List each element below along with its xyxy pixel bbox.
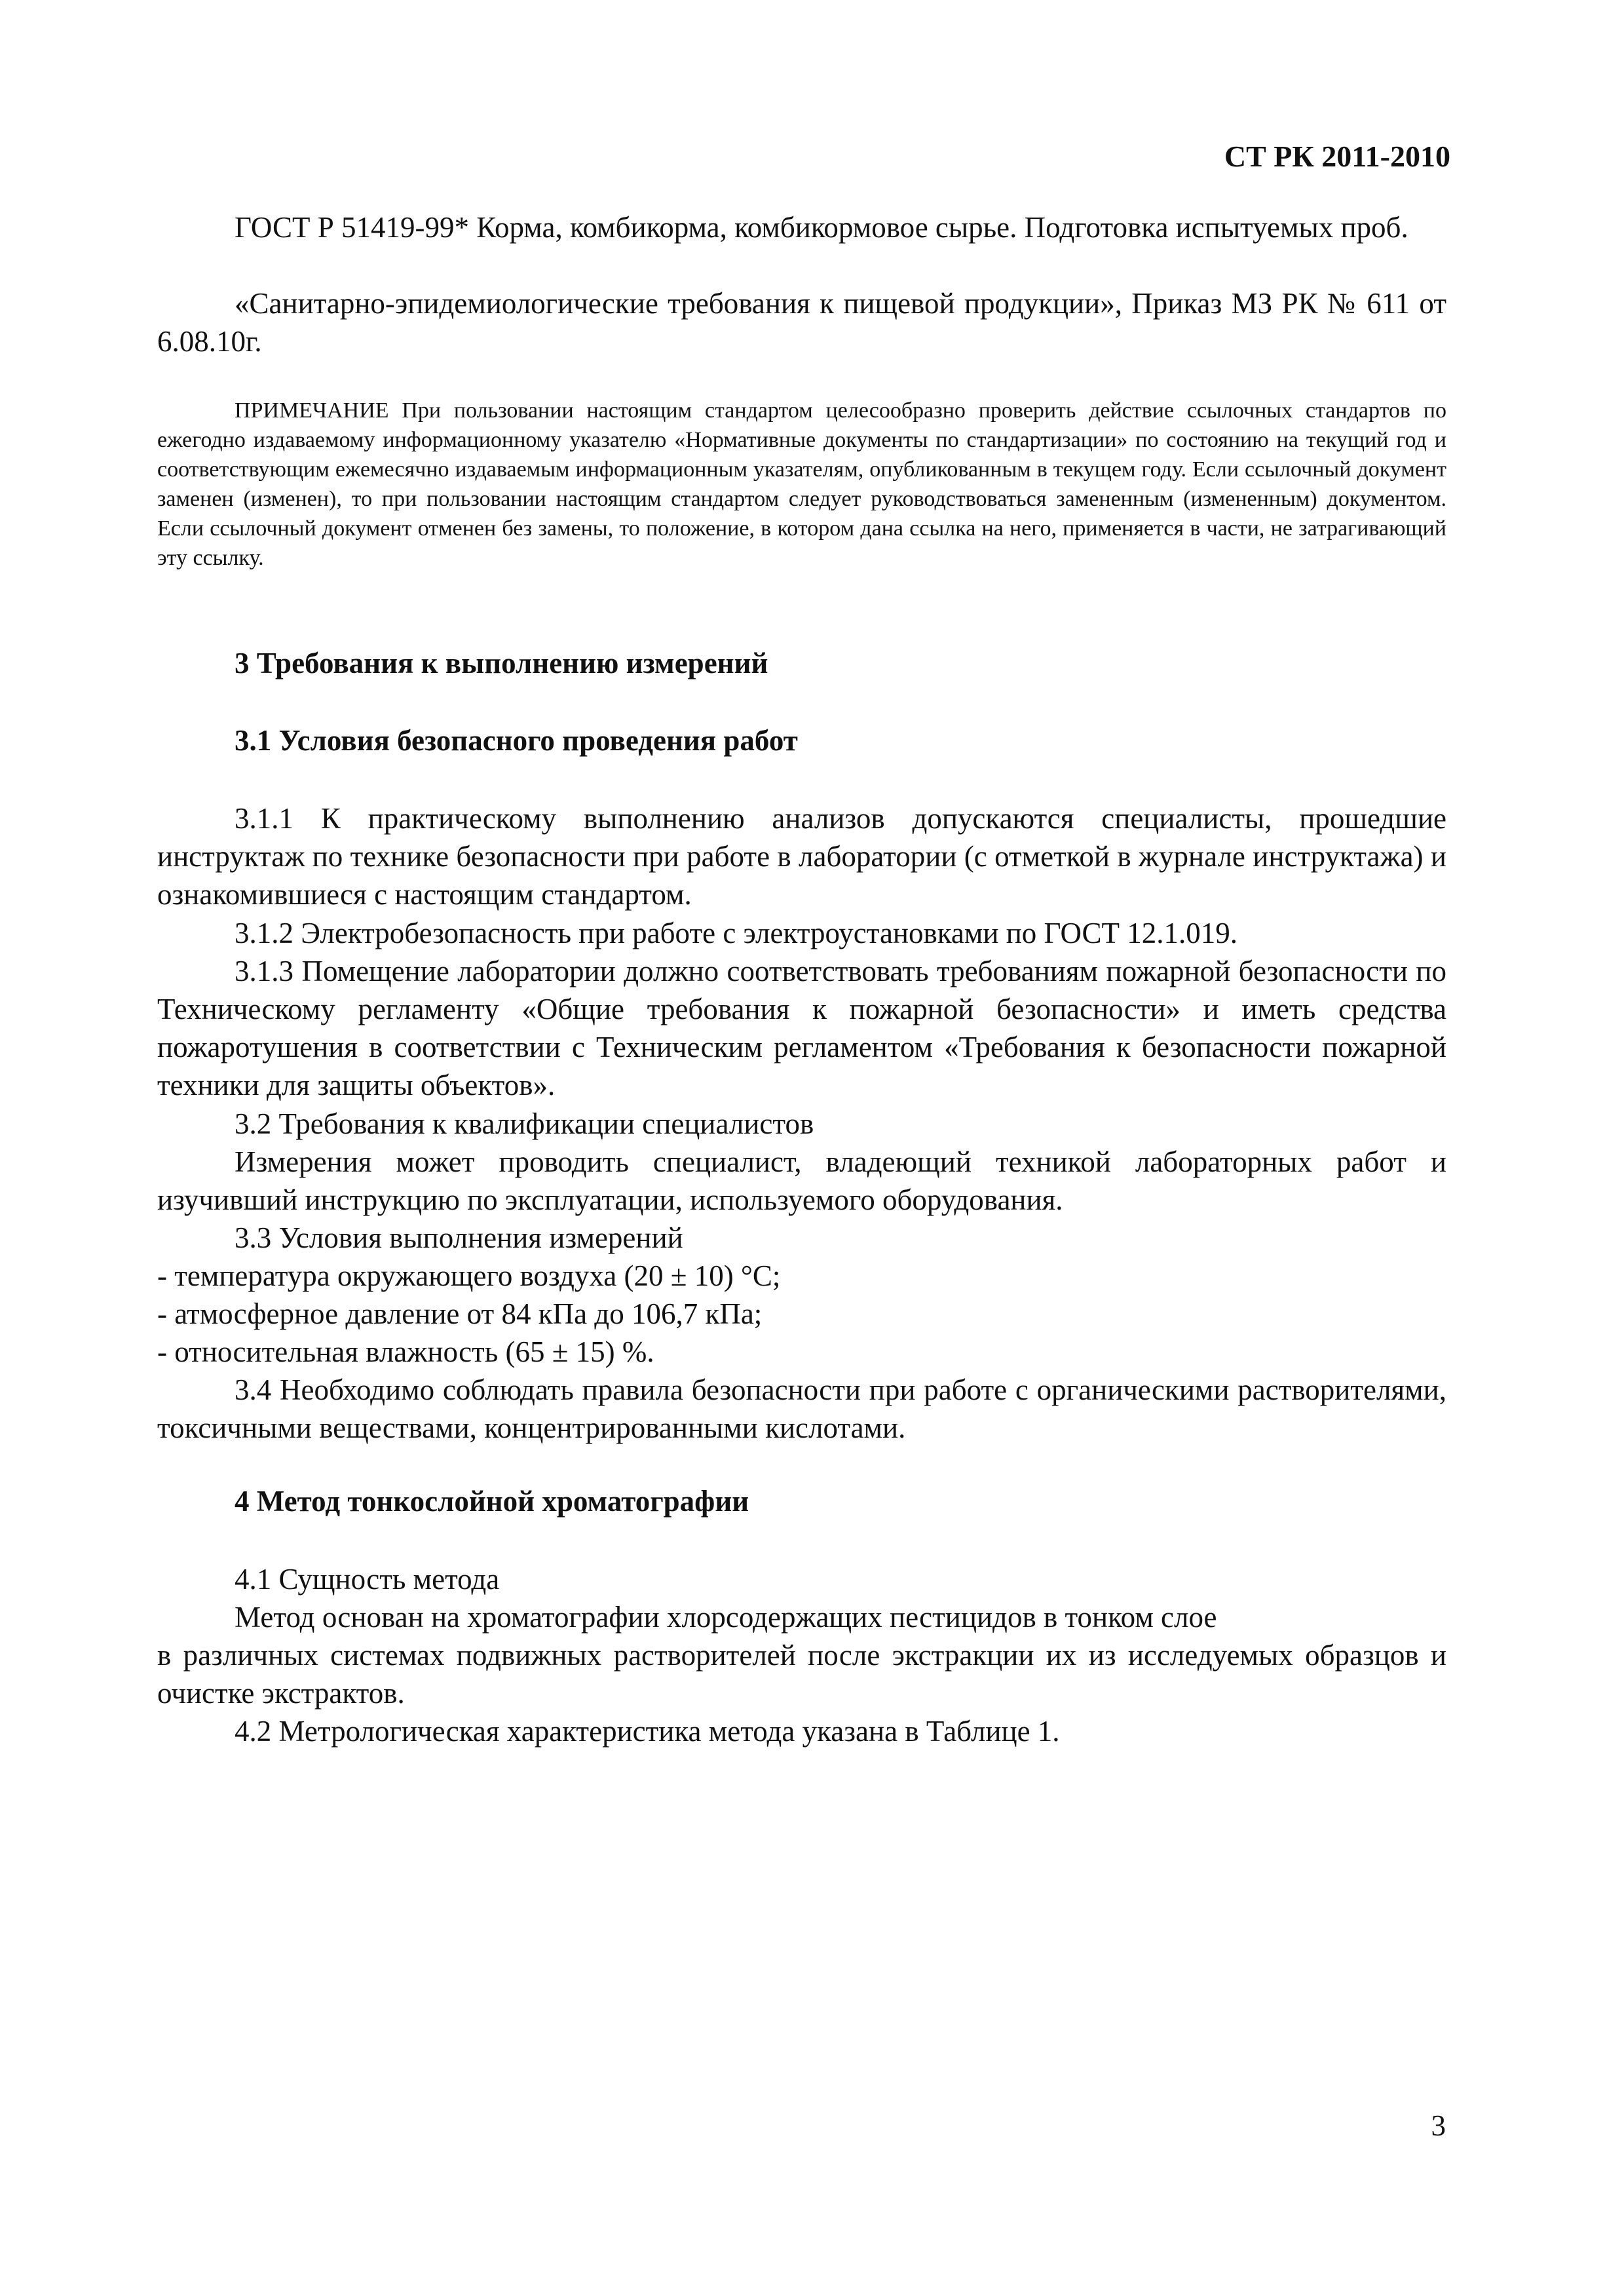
paragraph-3-1-1: 3.1.1 К практическому выполнению анализов допускаются специалисты, прошедшие инструктаж по технике безопасности при работе в лаборатории (с отметкой в журнале инструктажа) и ознакомившиеся с настоящим стандартом.: [157, 802, 1446, 911]
page-number: 3: [1431, 2109, 1446, 2142]
condition-humidity: - относительная влажность (65 ± 15) %.: [157, 1335, 654, 1368]
paragraph-3-1-2: 3.1.2 Электробезопасность при работе с электроустановками по ГОСТ 12.1.019.: [235, 917, 1237, 949]
section-3-1-heading: 3.1 Условия безопасного проведения работ: [235, 724, 798, 757]
section-4-heading: 4 Метод тонкослойной хроматографии: [235, 1485, 749, 1518]
paragraph-4-1-title: 4.1 Сущность метода: [235, 1563, 500, 1596]
paragraph-4-1-line1: Метод основан на хроматографии хлорсодержащих пестицидов в тонком слое: [235, 1601, 1217, 1634]
paragraph-3-2-title: 3.2 Требования к квалификации специалистов: [235, 1107, 814, 1140]
standard-code: СТ РК 2011-2010: [1224, 140, 1450, 173]
paragraph-3-2-text: Измерения может проводить специалист, владеющий техникой лабораторных работ и изучивший инструкцию по эксплуатации, используемого оборудования.: [157, 1145, 1446, 1216]
reference-sanpin: «Санитарно-эпидемиологические требования к пищевой продукции», Приказ МЗ РК № 611 от 6.08.10г.: [157, 287, 1446, 358]
section-3-heading: 3 Требования к выполнению измерений: [235, 647, 768, 679]
condition-temperature: - температура окружающего воздуха (20 ± 10) °С;: [157, 1259, 781, 1292]
paragraph-4-2: 4.2 Метрологическая характеристика метода указана в Таблице 1.: [235, 1715, 1060, 1748]
paragraph-4-1-line2: в различных системах подвижных растворителей после экстракции их из исследуемых образцов и очистке экстрактов.: [157, 1639, 1446, 1710]
note-paragraph: ПРИМЕЧАНИЕ При пользовании настоящим стандартом целесообразно проверить действие ссылочных стандартов по ежегодно издаваемому информационному указателю «Нормативные документы по стандартизации» по состоянию на текущий год и соответствующим ежемесячно издаваемым информационным указателям, опубликованным в текущем году. Если ссылочный документ заменен (изменен), то при пользовании настоящим стандартом следует руководствоваться замененным (измененным) документом. Если ссылочный документ отменен без замены, то положение, в котором дана ссылка на него, применяется в части, не затрагивающий эту ссылку.: [157, 398, 1446, 570]
reference-gost: ГОСТ Р 51419-99* Корма, комбикорма, комбикормовое сырье. Подготовка испытуемых проб.: [235, 211, 1408, 244]
paragraph-3-4: 3.4 Необходимо соблюдать правила безопасности при работе с органическими растворителями, токсичными веществами, концентрированными кислотами.: [157, 1373, 1446, 1444]
paragraph-3-3-title: 3.3 Условия выполнения измерений: [235, 1221, 683, 1254]
paragraph-3-1-3: 3.1.3 Помещение лаборатории должно соответствовать требованиям пожарной безопасности по Техническому регламенту «Общие требования к пожарной безопасности» и иметь средства пожаротушения в соответствии с Техническим регламентом «Требования к безопасности пожарной техники для защиты объектов».: [157, 955, 1446, 1101]
condition-pressure: - атмосферное давление от 84 кПа до 106,7 кПа;: [157, 1297, 763, 1330]
